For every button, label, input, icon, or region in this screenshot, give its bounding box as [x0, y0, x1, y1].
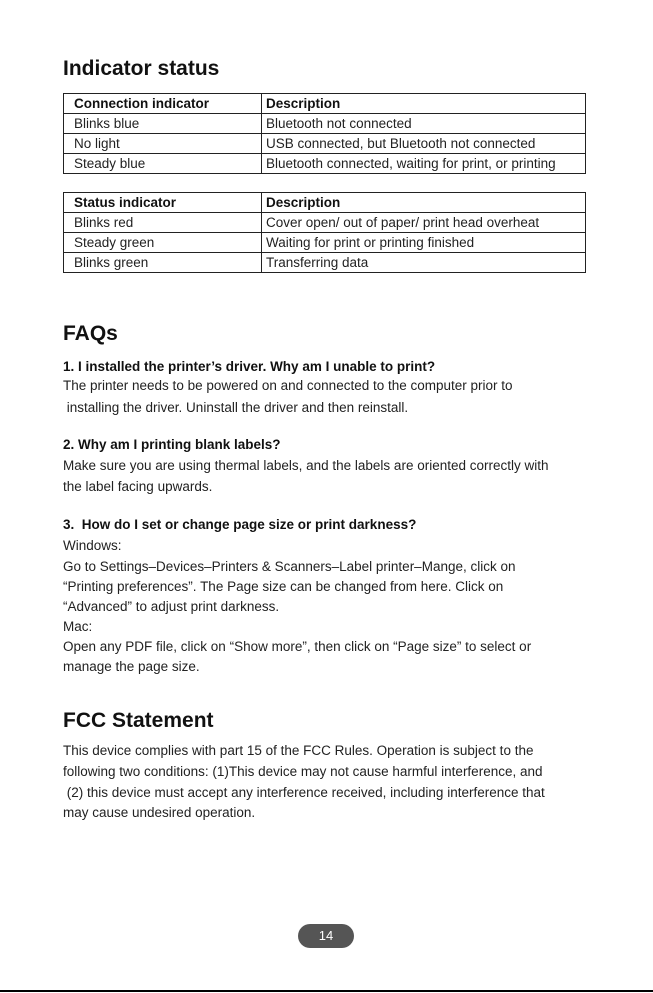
fcc-text-line: This device complies with part 15 of the FCC Rules. Operation is subject to the	[63, 743, 534, 758]
table-cell: Blinks red	[64, 213, 262, 233]
table-row	[64, 213, 586, 233]
fcc-statement-title: FCC Statement	[63, 709, 214, 732]
table-cell: Bluetooth connected, waiting for print, or printing	[262, 154, 586, 174]
fcc-text-line: following two conditions: (1)This device may not cause harmful interference, and	[63, 764, 543, 779]
table-cell: USB connected, but Bluetooth not connected	[262, 134, 586, 154]
table-cell: Blinks blue	[64, 114, 262, 134]
table-header-row	[64, 94, 586, 114]
faq-answer-line: Open any PDF file, click on “Show more”, then click on “Page size” to select or	[63, 639, 532, 654]
table-cell: Bluetooth not connected	[262, 114, 586, 134]
fcc-text-line: (2) this device must accept any interference received, including interference that	[63, 785, 545, 800]
table-header-cell: Status indicator	[64, 193, 262, 213]
faq-question-1: 1. I installed the printer’s driver. Why am I unable to print?	[63, 359, 436, 374]
page-number-badge: 14	[298, 924, 354, 948]
faq-answer-line: Go to Settings–Devices–Printers & Scanners–Label printer–Mange, click on	[63, 559, 516, 574]
table-cell: Steady blue	[64, 154, 262, 174]
faq-answer-line: The printer needs to be powered on and connected to the computer prior to	[63, 378, 513, 393]
faq-question-2: 2. Why am I printing blank labels?	[63, 437, 281, 452]
table-cell: Cover open/ out of paper/ print head overheat	[262, 213, 586, 233]
table-header-cell: Connection indicator	[64, 94, 262, 114]
windows-label: Windows:	[63, 538, 122, 553]
table-cell: Blinks green	[64, 253, 262, 273]
status-indicator-table	[63, 192, 586, 273]
faq-answer-line: installing the driver. Uninstall the driver and then reinstall.	[63, 400, 409, 415]
table-header-cell: Description	[262, 94, 586, 114]
fcc-text-line: may cause undesired operation.	[63, 805, 256, 820]
bottom-divider	[0, 990, 653, 992]
table-header-cell: Description	[262, 193, 586, 213]
connection-indicator-table	[63, 93, 586, 174]
table-header-row	[64, 193, 586, 213]
indicator-status-title: Indicator status	[63, 57, 220, 80]
faq-answer-line: “Printing preferences”. The Page size can be changed from here. Click on	[63, 579, 504, 594]
faq-answer-line: manage the page size.	[63, 659, 200, 674]
table-row	[64, 233, 586, 253]
table-row	[64, 114, 586, 134]
faq-answer-line: the label facing upwards.	[63, 479, 213, 494]
faq-answer-line: Make sure you are using thermal labels, and the labels are oriented correctly with	[63, 458, 549, 473]
table-cell: Waiting for print or printing finished	[262, 233, 586, 253]
table-cell: Steady green	[64, 233, 262, 253]
faq-answer-line: “Advanced” to adjust print darkness.	[63, 599, 280, 614]
table-row	[64, 134, 586, 154]
faqs-title: FAQs	[63, 322, 118, 345]
table-row	[64, 253, 586, 273]
table-cell: No light	[64, 134, 262, 154]
table-row	[64, 154, 586, 174]
table-cell: Transferring data	[262, 253, 586, 273]
mac-label: Mac:	[63, 619, 93, 634]
faq-question-3: 3. How do I set or change page size or print darkness?	[63, 517, 417, 532]
